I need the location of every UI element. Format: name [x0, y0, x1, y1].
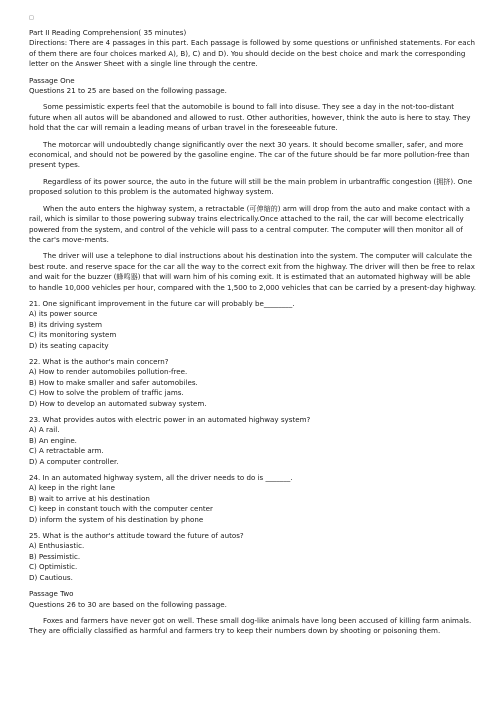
passage-one-title: Passage One [29, 75, 75, 85]
passage-two-paragraph-1: Foxes and farmers have never got on well. These small dog-like animals have long been accused of killing farm animals. They are officially classified as harmful and farmers try to keep their numbers down by shooting or poisoning them. [29, 615, 472, 636]
option-d: D) Cautious. [29, 572, 73, 582]
passage-one-intro: Questions 21 to 25 are based on the following passage. [29, 86, 227, 96]
question-21 [29, 299, 476, 351]
option-b: B) Pessimistic. [29, 551, 81, 561]
option-a: A) its power source [29, 309, 98, 319]
question-22 [29, 357, 476, 409]
option-c: C) its monitoring system [29, 330, 117, 340]
question-stem: 22. What is the author's main concern? [29, 356, 169, 366]
option-d: D) inform the system of his destination by phone [29, 514, 204, 524]
passage-one-paragraph-3: Regardless of its power source, the auto in the future will still be the main problem in urbantraffic congestion (拥挤). One proposed solution to this problem is the automated highway system. [29, 176, 473, 197]
document-page [29, 14, 476, 643]
option-c: C) How to solve the problem of traffic jams. [29, 388, 184, 398]
option-a: A) keep in the right lane [29, 483, 115, 493]
option-d: D) its seating capacity [29, 340, 109, 350]
passage-two-title: Passage Two [29, 589, 74, 599]
option-b: B) How to make smaller and safer automobiles. [29, 377, 198, 387]
option-c: C) A retractable arm. [29, 446, 104, 456]
option-d: D) How to develop an automated subway system. [29, 398, 207, 408]
option-a: A) A rail. [29, 425, 60, 435]
option-c: C) Optimistic. [29, 562, 78, 572]
passage-one-paragraph-2: The motorcar will undoubtedly change significantly over the next 30 years. It should become smaller, safer, and more economical, and should not be powered by the gasoline engine. The car of the future should be far more pollution-free than present types. [29, 139, 470, 170]
option-a: A) Enthusiastic. [29, 541, 85, 551]
question-stem: 23. What provides autos with electric power in an automated highway system? [29, 415, 311, 424]
question-25 [29, 531, 476, 583]
option-a: A) How to render automobiles pollution-free. [29, 367, 188, 377]
page-mark: □ [29, 15, 34, 21]
passage-one-paragraph-1: Some pessimistic experts feel that the automobile is bound to fall into disuse. They see a day in the not-too-distant future when all autos will be abandoned and allowed to rust. Other authorities, however, think the auto is here to stay. They hold that the car will remain a leading means of urban travel in the foreseeable future. [29, 102, 471, 133]
option-b: B) wait to arrive at his destination [29, 493, 150, 503]
question-24 [29, 473, 476, 525]
passage-one-paragraph-4: When the auto enters the highway system, a retractable (可伸缩的) arm will drop from the auto and make contact with a rail, which is similar to those powering subway trains electrically.Once attached to the rail, the car will become electrically powered from the system, and control of the vehicle will pass to a central computer. The computer will then monitor all of the car's move-ments. [29, 203, 471, 244]
question-stem: 25. What is the author's attitude toward the future of autos? [29, 531, 244, 541]
directions: Directions: There are 4 passages in this part. Each passage is followed by some questions or unfinished statements. For each of them there are four choices marked A), B), C) and D). You should decide on the best choice and mark the corresponding letter on the Answer Sheet with a single line through the centre. [29, 38, 476, 69]
option-d: D) A computer controller. [29, 456, 119, 466]
passage-two-intro: Questions 26 to 30 are based on the following passage. [29, 599, 227, 609]
option-b: B) its driving system [29, 319, 103, 329]
part-title: Part II Reading Comprehension( 35 minutes) [29, 28, 187, 37]
option-b: B) An engine. [29, 435, 77, 445]
option-c: C) keep in constant touch with the computer center [29, 504, 213, 514]
question-stem: 21. One significant improvement in the future car will probably be________. [29, 298, 295, 308]
passage-one-paragraph-5: The driver will use a telephone to dial instructions about his destination into the system. The computer will calculate the best route. and reserve space for the car all the way to the correct exit from the highway. The driver will then be free to relax and wait for the buzzer (蜂鸣器) that will warn him of his coming exit. It is estimated that an automated highway will be able to handle 10,000 vehicles per hour, compared with the 1,500 to 2,000 vehicles that can be carried by a present-day highway. [29, 251, 476, 292]
question-23 [29, 415, 476, 467]
question-stem: 24. In an automated highway system, all the driver needs to do is _______. [29, 473, 293, 483]
